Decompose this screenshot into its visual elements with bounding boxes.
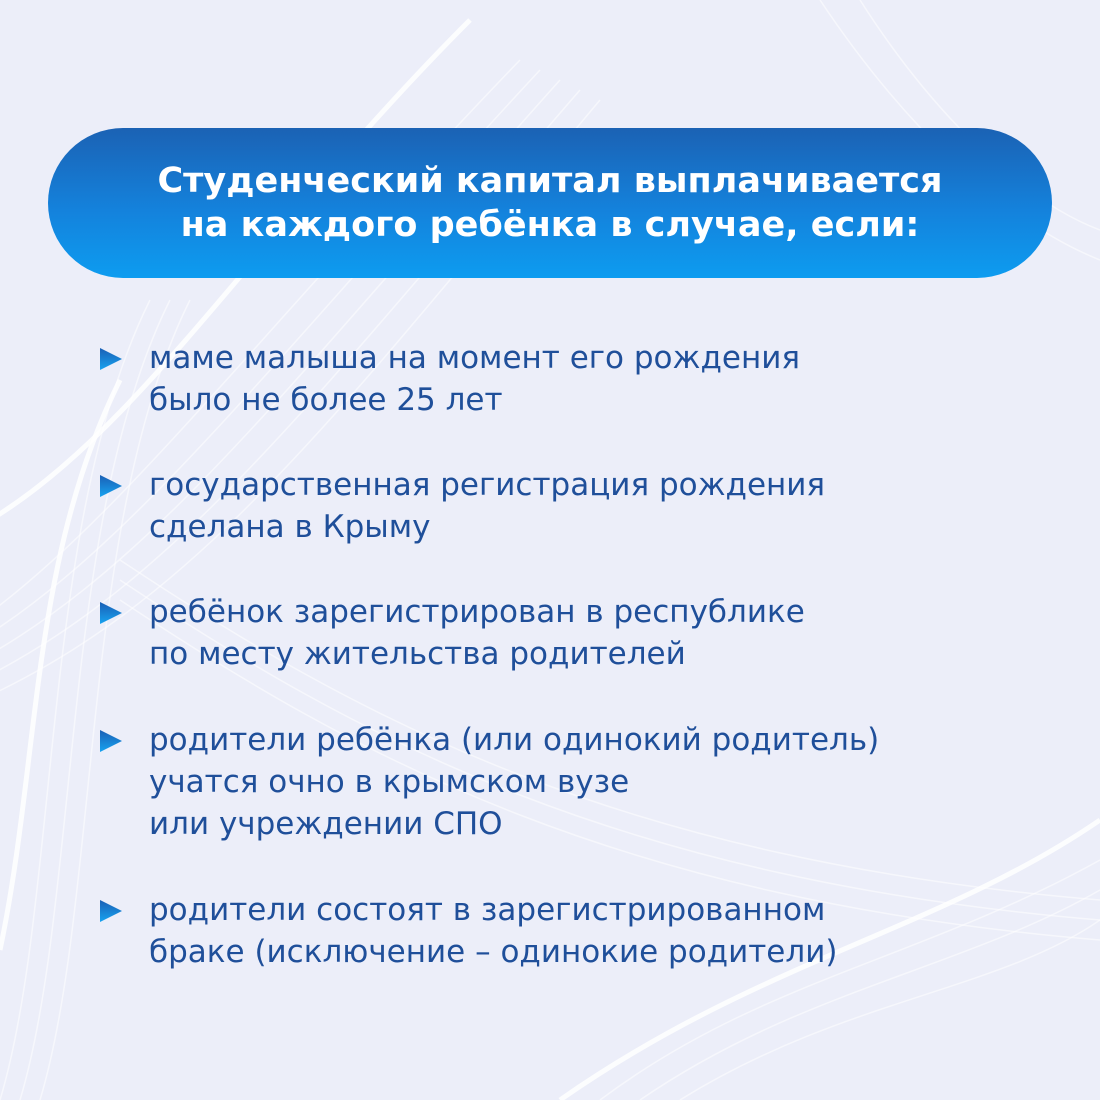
condition-line: или учреждении СПО xyxy=(149,806,503,842)
condition-line: учатся очно в крымском вузе xyxy=(149,764,630,800)
condition-text xyxy=(149,337,1049,421)
play-triangle-icon xyxy=(98,898,124,924)
condition-line: государственная регистрация рождения xyxy=(149,467,826,503)
condition-text xyxy=(149,591,1049,675)
condition-line: родители ребёнка (или одинокий родитель) xyxy=(149,722,880,758)
condition-line: родители состоят в зарегистрированном xyxy=(149,892,826,928)
condition-text xyxy=(149,719,1049,845)
condition-line: сделана в Крыму xyxy=(149,509,431,545)
play-triangle-icon xyxy=(98,600,124,626)
play-triangle-icon xyxy=(98,346,124,372)
play-triangle-icon xyxy=(98,728,124,754)
play-triangle-icon xyxy=(98,473,124,499)
condition-line: браке (исключение – одинокие родители) xyxy=(149,934,838,970)
header-title-line-2: на каждого ребёнка в случае, если: xyxy=(180,205,920,245)
condition-line: маме малыша на момент его рождения xyxy=(149,340,801,376)
header-title-line-1: Студенческий капитал выплачивается xyxy=(157,161,943,201)
condition-line: ребёнок зарегистрирован в республике xyxy=(149,594,805,630)
condition-line: было не более 25 лет xyxy=(149,382,503,418)
condition-text xyxy=(149,464,1049,548)
condition-line: по месту жительства родителей xyxy=(149,636,686,672)
condition-text xyxy=(149,889,1049,973)
